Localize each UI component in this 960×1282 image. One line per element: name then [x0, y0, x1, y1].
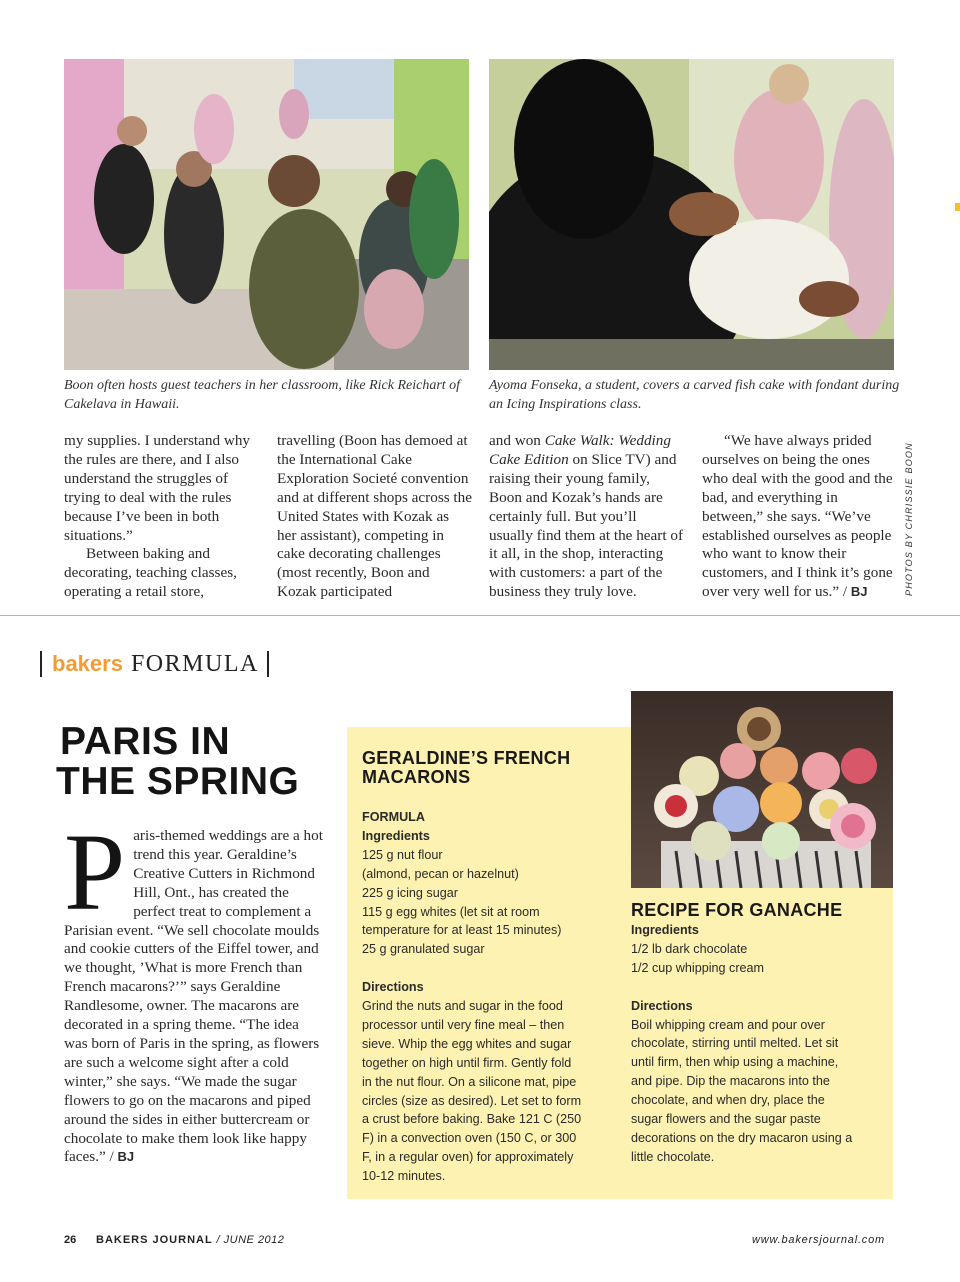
ingredient-line: 1/2 lb dark chocolate: [631, 941, 748, 956]
photo-caption-right: Ayoma Fonseka, a student, covers a carved fish cake with fondant during an Icing Inspirations class.: [489, 378, 900, 412]
fondant-photo: [489, 59, 894, 370]
directions-label: Directions: [631, 998, 693, 1013]
ingredient-line: 115 g egg whites (let sit at room: [362, 904, 540, 919]
article-text: aris-themed weddings are a hot trend this year. Geraldine’s Creative Cutters in Richmond Hill, Ont., has created the perfect treat to complement a Parisian event. “We sell chocolate moulds and cookie cutters of the Eiffel tower, and we thought, ’What is more French than French macarons?’” says Geraldine Randlesome, owner. The macarons are decorated in a spring theme. “The idea was born of Paris in the spring, as flowers are such a welcome sight after a cold winter,” she says. “We made the sugar flowers to go on the macarons and piped around the sides in either buttercream or chocolate to make them look like happy faces.” /: [64, 827, 323, 1166]
photo-credit: PHOTOS BY CHRISSIE BOON: [904, 442, 914, 596]
directions-label: Directions: [362, 980, 424, 995]
recipe-body: [362, 808, 627, 1186]
recipe-box-ganache: [631, 888, 893, 1199]
headline-line-2: THE SPRING: [56, 760, 300, 803]
formula-label: FORMULA: [362, 810, 425, 824]
section-bakers: bakers: [52, 651, 123, 676]
section-bar-left: [40, 651, 42, 677]
website-url: www.bakersjournal.com: [752, 1234, 885, 1246]
ingredient-line: temperature for at least 15 minutes): [362, 923, 562, 938]
direction-line: in the nut flour. On a silicone mat, pipe: [362, 1074, 577, 1089]
direction-line: 10-12 minutes.: [362, 1169, 446, 1184]
author-signature: BJ: [850, 584, 868, 600]
classroom-photo: [64, 59, 469, 370]
article-column-2: [277, 432, 472, 602]
macaron-bouquet-photo: [631, 691, 893, 888]
article-body: [64, 811, 326, 1167]
direction-line: chocolate, and when dry, place the: [631, 1093, 825, 1108]
section-header: [40, 648, 269, 680]
direction-line: a crust before baking. Bake 121 C (250: [362, 1112, 582, 1127]
ganache-body: [631, 921, 889, 1167]
edge-mark: [955, 203, 960, 211]
drop-cap: P: [64, 811, 126, 933]
ingredients-label: Ingredients: [362, 828, 430, 843]
ingredient-line: 125 g nut flour: [362, 847, 443, 862]
text-run: and won: [489, 432, 545, 449]
spacer: [362, 959, 627, 978]
magazine-name: [96, 1234, 284, 1246]
direction-line: F) in a convection oven (150 C, or 300: [362, 1131, 577, 1146]
text-run: on Slice TV) and raising their young family, Boon and Kozak’s hands are certainly full. But you’ll usually find them at the heart of it all, in the shop, interacting with customers: a part of the business they truly love.: [489, 450, 684, 601]
ingredient-line: 25 g granulated sugar: [362, 942, 485, 957]
direction-line: sugar flowers and the sugar paste: [631, 1112, 821, 1127]
direction-line: F, in a regular oven) for approximately: [362, 1150, 574, 1165]
recipe-title: [362, 749, 570, 787]
show-title: Cake Walk: Wedding Cake Edition: [489, 432, 671, 468]
photo-caption-left: Boon often hosts guest teachers in her classroom, like Rick Reichart of Cakelava in Hawaii.: [64, 378, 461, 412]
paragraph: [489, 432, 684, 602]
ingredient-line: (almond, pecan or hazelnut): [362, 866, 519, 881]
direction-line: Grind the nuts and sugar in the food: [362, 999, 563, 1014]
section-bar-right: [267, 651, 269, 677]
direction-line: Boil whipping cream and pour over: [631, 1017, 825, 1032]
recipe-title-line-2: MACARONS: [362, 767, 471, 787]
direction-line: until firm, then whip using a machine,: [631, 1055, 839, 1070]
ganache-title: RECIPE FOR GANACHE: [631, 900, 843, 920]
article-column-4: [702, 432, 894, 602]
direction-line: circles (size as desired). Let set to form: [362, 1093, 582, 1108]
headline: [56, 720, 340, 803]
ingredient-line: 1/2 cup whipping cream: [631, 960, 765, 975]
direction-line: little chocolate.: [631, 1149, 715, 1164]
paragraph: my supplies. I understand why the rules are there, and I also understand the struggles of trying to deal with the rules because I’ve been in both situations.”: [64, 432, 251, 544]
issue-date: / JUNE 2012: [216, 1234, 285, 1246]
recipe-box-macarons: [347, 727, 631, 1199]
paragraph: [702, 432, 894, 602]
ingredient-line: 225 g icing sugar: [362, 885, 458, 900]
spacer: [631, 978, 889, 997]
direction-line: decorations on the dry macaron using a: [631, 1130, 853, 1145]
section-divider: [0, 615, 960, 616]
paragraph: travelling (Boon has demoed at the International Cake Exploration Societé convention and at different shops across the United States with Kozak as her assistant), competing in cake decorating challenges (most recently, Boon and Kozak participated: [277, 432, 472, 601]
recipe-title-line-1: GERALDINE’S FRENCH: [362, 748, 571, 768]
headline-line-1: PARIS IN: [60, 720, 231, 763]
page-number: 26: [64, 1234, 77, 1246]
article-column-3: [489, 432, 684, 602]
direction-line: together on high until firm. Gently fold: [362, 1055, 572, 1070]
direction-line: chocolate, stirring until melted. Let sit: [631, 1036, 839, 1051]
direction-line: and pipe. Dip the macarons into the: [631, 1074, 830, 1089]
ingredients-label: Ingredients: [631, 923, 699, 937]
direction-line: processor until very fine meal – then: [362, 1017, 565, 1032]
section-formula: FORMULA: [130, 650, 259, 677]
text-run: “We have always prided ourselves on being the ones who deal with the good and the bad, and everything in between,” she says. “We’ve established ourselves as people who want to know their customers, and I think it’s gone over very well for us.” /: [702, 432, 893, 601]
article-column-1: [64, 432, 259, 602]
direction-line: sieve. Whip the egg whites and sugar: [362, 1036, 572, 1051]
author-signature: BJ: [117, 1149, 135, 1165]
paragraph: Between baking and decorating, teaching classes, operating a retail store,: [64, 545, 237, 601]
magazine-title: BAKERS JOURNAL: [96, 1234, 213, 1246]
